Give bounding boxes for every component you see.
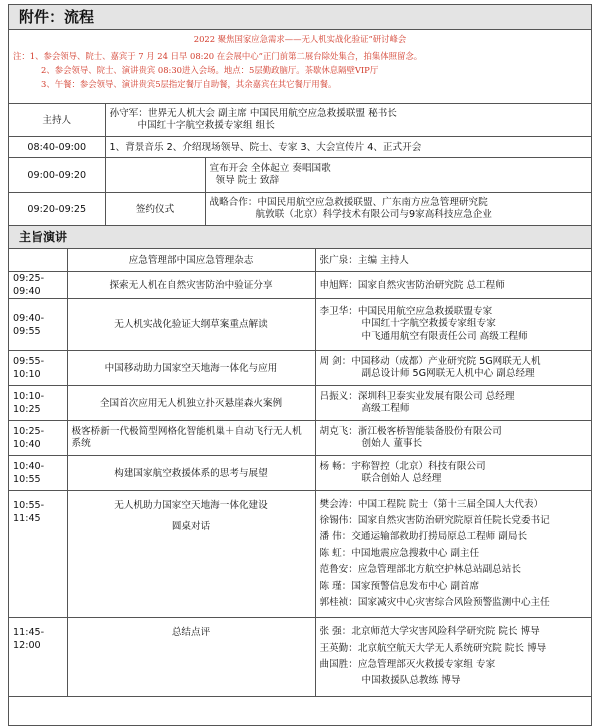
table-row [9, 491, 591, 618]
schedule-text: 1、背景音乐 2、介绍现场领导、院士、专家 3、大会宣传片 4、正式开会 [105, 137, 591, 158]
talk-time: 09:25-09:40 [9, 272, 67, 299]
talk-time: 10:10-10:25 [9, 386, 67, 421]
speaker-line: 徐锡伟：国家自然灾害防治研究院原首任院长党委书记 [319, 514, 550, 526]
schedule-row [9, 104, 591, 137]
speaker-line: 胡克飞：浙江极客桥智能装备股份有限公司 [319, 425, 502, 437]
table-row [9, 618, 591, 697]
talk-title: 总结点评 [67, 618, 315, 697]
speaker-line: 张 强：北京师范大学灾害风险科学研究院 院长 博导 [319, 626, 540, 638]
speaker-line: 高级工程师 [361, 403, 410, 414]
table-row [9, 456, 591, 491]
talk-title: 中国移动助力国家空天地海一体化与应用 [67, 351, 315, 386]
speaker-line: 杨 畅：宇称智控（北京）科技有限公司 [319, 460, 486, 472]
talk-title: 极客桥新一代极简型网格化智能机巢＋自动飞行无人机系统 [67, 421, 315, 456]
talk-speaker [315, 386, 591, 421]
speaker-line: 中飞通用航空有限责任公司 高级工程师 [361, 330, 528, 342]
notice-line-1: 注：1、参会领导、院士、嘉宾于 7 月 24 日早 08:20 在会展中心”正门前第二展台除处集合，拍集体照留念。 [13, 51, 423, 61]
talk-time [9, 249, 67, 272]
host-line-1: 孙守军：世界无人机大会 副主席 中国民用航空应急救援联盟 秘书长 [109, 107, 397, 119]
speaker-line: 周 剑：中国移动（成都）产业研究院 5G网联无人机 [319, 355, 541, 367]
schedule-text [205, 158, 591, 193]
speaker-line: 吕振义：深圳科卫泰实业发展有限公司 总经理 [319, 390, 515, 402]
section-title: 主旨演讲 [9, 226, 591, 249]
schedule-mid: 签约仪式 [105, 193, 205, 226]
talk-title: 应急管理部中国应急管理杂志 [67, 249, 315, 272]
talk-time: 09:40-09:55 [9, 299, 67, 351]
talk-title: 探索无人机在自然灾害防治中验证分享 [67, 272, 315, 299]
speaker-line: 王英勤：北京航空航天大学无人系统研究院 院长 博导 [319, 642, 547, 654]
speaker-line: 曲国胜：应急管理部灭火救援专家组 专家 [319, 659, 496, 670]
schedule-table [9, 104, 591, 226]
schedule-empty-cell [105, 158, 205, 193]
page-title: 附件：流程 [9, 5, 591, 30]
speaker-line: 中国红十字航空救援专家组专家 [361, 318, 496, 330]
talk-title [67, 491, 315, 618]
schedule-text [205, 193, 591, 226]
signing-line-2: 航敦联（北京）科学技术有限公司与9家高科技应急企业 [255, 209, 492, 220]
speaker-line: 中国救援队总教练 博导 [361, 675, 461, 687]
table-row [9, 249, 591, 272]
speaker-line: 副总设计师 5G网联无人机中心 副总经理 [361, 368, 535, 379]
opening-line-1: 宣布开会 全体起立 奏唱国歌 [209, 162, 331, 174]
speaker-line: 创始人 董事长 [361, 438, 423, 449]
speaker-line: 范鲁安：应急管理部北方航空护林总站副总站长 [319, 564, 521, 576]
schedule-row [9, 158, 591, 193]
document-page [8, 4, 592, 726]
schedule-row [9, 193, 591, 226]
talk-speaker: 申旭辉：国家自然灾害防治研究院 总工程师 [315, 272, 591, 299]
table-row [9, 351, 591, 386]
talk-title-line: 无人机助力国家空天地海一体化建设 [114, 500, 268, 511]
speaker-line: 潘 伟：交通运输部救助打捞局原总工程师 副局长 [319, 531, 528, 543]
opening-line-2: 领导 院士 致辞 [215, 175, 280, 186]
schedule-text [105, 104, 591, 137]
signing-line-1: 战略合作：中国民用航空应急救援联盟、广东南方应急管理研究院 [209, 196, 488, 208]
table-row [9, 386, 591, 421]
table-row [9, 272, 591, 299]
roundtable-label: 圆桌对话 [171, 521, 211, 532]
talk-speaker [315, 299, 591, 351]
talk-time: 11:45-12:00 [9, 618, 67, 697]
schedule-time: 主持人 [9, 104, 105, 137]
speaker-line: 联合创始人 总经理 [361, 473, 442, 484]
table-row [9, 299, 591, 351]
speaker-line: 李卫华：中国民用航空应急救援联盟专家 [319, 305, 493, 317]
schedule-time: 08:40-09:00 [9, 137, 105, 158]
host-line-2: 中国红十字航空救援专家组 组长 [137, 120, 275, 131]
talk-speaker [315, 491, 591, 618]
talk-speaker [315, 456, 591, 491]
talk-time: 10:55-11:45 [9, 491, 67, 618]
speaker-line: 陈 瑾：国家预警信息发布中心 副首席 [319, 580, 480, 592]
talk-time: 09:55-10:10 [9, 351, 67, 386]
talk-title: 全国首次应用无人机独立扑灭悬崖森火案例 [67, 386, 315, 421]
speaker-line: 郭桂祯：国家减灾中心灾害综合风险预警监测中心主任 [319, 597, 550, 609]
notice-title: 2022 聚焦国家应急需求——无人机实战化验证”研讨峰会 [193, 34, 407, 44]
talk-speaker [315, 351, 591, 386]
talk-title: 无人机实战化验证大纲草案重点解读 [67, 299, 315, 351]
talk-time: 10:25-10:40 [9, 421, 67, 456]
talk-speaker [315, 618, 591, 697]
notice-block [9, 30, 591, 104]
notice-line-3: 3、午餐：参会领导、演讲贵宾5层指定餐厅自助餐，其余嘉宾在其它餐厅用餐。 [41, 79, 337, 89]
talk-time: 10:40-10:55 [9, 456, 67, 491]
table-row [9, 421, 591, 456]
talk-speaker: 张广泉：主编 主持人 [315, 249, 591, 272]
talk-title: 构建国家航空救援体系的思考与展望 [67, 456, 315, 491]
schedule-time: 09:20-09:25 [9, 193, 105, 226]
talks-table [9, 249, 591, 697]
schedule-time: 09:00-09:20 [9, 158, 105, 193]
schedule-row [9, 137, 591, 158]
talk-speaker [315, 421, 591, 456]
notice-line-2: 2、参会领导、院士、演讲贵宾 08:30进入会场。地点：5层勤政脑厅。茶歇休息隔壁VIP厅 [41, 65, 379, 75]
speaker-line: 樊会涛：中国工程院 院士（第十三届全国人大代表） [319, 498, 544, 510]
speaker-line: 陈 虹：中国地震应急搜救中心 副主任 [319, 547, 480, 559]
